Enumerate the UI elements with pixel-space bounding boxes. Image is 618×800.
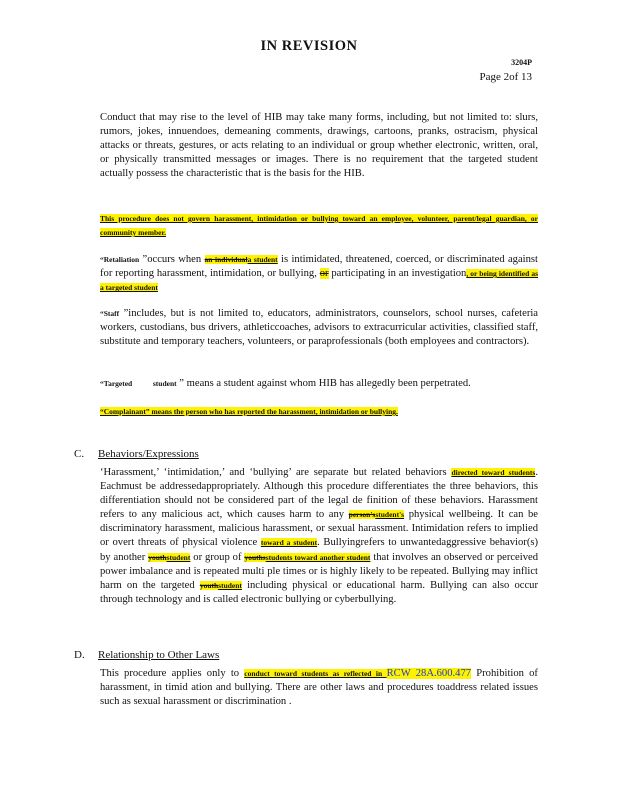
staff-term: “Staff	[100, 309, 120, 318]
section-d-heading	[74, 648, 219, 662]
targeted-term: “Targeted	[100, 379, 133, 388]
targeted-term-student: student	[152, 379, 177, 388]
retaliation-text-2: is intimidated, threatened, coerced, or discriminated against for reporting harassment, intimidation, or bullying,	[100, 254, 538, 280]
section-c-text-7: including physical or educational harm. Bullying can also occur through technology and is called electronic bullying or cyberbullying.	[100, 579, 538, 605]
deleted-youth-2: youth	[199, 580, 219, 590]
complainant-text: “Complainant” means the person who has reported the harassment, intimidation or bullying.	[100, 407, 398, 416]
deleted-youth: youth	[148, 552, 167, 562]
inserted-directed-toward-students: directed toward students	[451, 468, 536, 477]
deleted-an-individual: an individual	[204, 255, 248, 264]
retaliation-text-1: ”occurs when	[139, 254, 205, 265]
section-c-body	[100, 466, 538, 607]
inserted-toward-a-student: toward a student	[260, 538, 318, 548]
section-d-text-2: Prohibition of harassment, in timid ation and bullying. There are other laws and procedures toaddress related issues such as sexual harassment or discrimination .	[100, 668, 538, 708]
section-d-text-1: This procedure applies only to	[100, 668, 245, 679]
inserted-a-student: a student	[247, 255, 278, 264]
section-c-letter: C.	[74, 448, 85, 460]
section-c-text-6: that involves an observed or perceived power imbalance and is repeated multi ple times or is highly likely to be repeated. Bullying may inflict harm on the targeted	[100, 551, 538, 591]
staff-text: ”includes, but is not limited to, educators, administrators, counselors, school nurses, cafeteria workers, custodians, bus drivers, athleticcoaches, advisors to extracurricular activities, classified staff, substitute and temporary teachers, volunteers, or paraprofessionals (both employees and contractors).	[100, 308, 538, 348]
targeted-text: ” means a student against whom HIB has allegedly been perpetrated.	[176, 378, 471, 389]
rcw-link[interactable]: RCW 28A.600.477	[386, 668, 472, 679]
page-title: IN REVISION	[260, 38, 358, 54]
inserted-student-2: student	[218, 580, 242, 590]
section-d-body	[100, 667, 538, 709]
document-number: 3204P	[511, 58, 532, 67]
section-c-label: Behaviors/Expressions	[98, 448, 199, 460]
deleted-or: or	[319, 268, 329, 280]
inserted-targeted-student: , or being identified as a targeted student	[100, 269, 538, 293]
section-c-text-5: or group of	[190, 551, 245, 563]
section-c-text-3: physical wellbeing. It can be discriminatory harassment, malicious harassment, or sexual harassment. Intimidation refers to implied or overt threats of physical violence	[100, 509, 538, 549]
page-number: Page 2of 13	[479, 71, 532, 83]
section-c-text-4: . Bullyingrefers to unwantedaggressive behavior(s) by another	[100, 537, 538, 563]
definition-complainant	[100, 405, 538, 419]
deleted-persons: person's	[348, 510, 376, 520]
retaliation-text-3: participating in an investigation	[328, 268, 467, 280]
section-c-text-1: ‘Harassment,’ ‘intimidation,’ and ‘bullying’ are separate but related behaviors	[100, 467, 452, 478]
paragraph-procedure-scope	[100, 212, 538, 240]
section-c-heading	[74, 447, 199, 461]
definition-targeted-student	[100, 377, 538, 391]
section-c-text-2: . Eachmust be addressedappropriately. Although this procedure differentiates the three behaviors, this differentiation should not be considered part of the legal de finition of these behaviors. Harassment refers to any malicious act, which causes harm to any	[100, 467, 538, 521]
inserted-conduct-toward-students: conduct toward students as reflected in	[244, 669, 387, 678]
section-d-letter: D.	[74, 649, 85, 661]
paragraph-conduct: Conduct that may rise to the level of HIB may take many forms, including, but not limited to: slurs, rumors, jokes, innuendoes, demeaning comments, drawings, cartoons, pranks, ostracism, physical attacks or threats, gestures, or acts relating to an individual or group whether electronic, written, oral, or physically transmitted messages or images. There is no requirement that the targeted student actually possess the characteristic that is the basis for the HIB.	[100, 112, 538, 180]
inserted-student: student	[166, 552, 191, 562]
inserted-students: student's	[375, 510, 405, 520]
retaliation-term: “Retaliation	[100, 255, 140, 264]
inserted-students-toward-another-student: students toward another student	[265, 552, 371, 562]
deleted-youths: youths	[244, 552, 266, 562]
definition-staff	[100, 307, 538, 349]
procedure-scope-text: This procedure does not govern harassment, intimidation or bullying toward an employee, volunteer, parent/legal guardian, or community member.	[100, 214, 538, 237]
section-d-label: Relationship to Other Laws	[98, 649, 220, 661]
definition-retaliation	[100, 253, 538, 295]
